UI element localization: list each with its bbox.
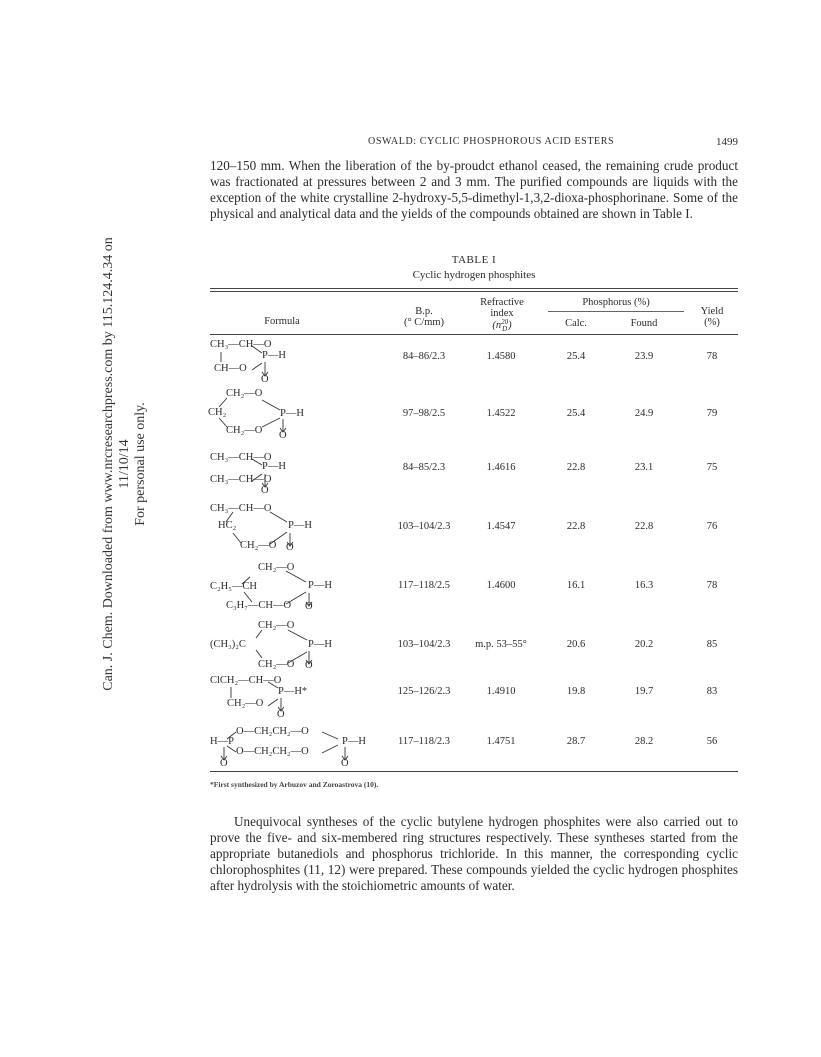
formula-1-bottom: CH—O (214, 363, 247, 374)
calc-cell: 25.4 (566, 351, 586, 362)
ri-cell: 1.4910 (486, 686, 516, 697)
formula-3-top: CH₃—CH—O (210, 452, 272, 463)
formula-4-bottom: CH₂—O (240, 540, 277, 551)
formula-8-hp: H—P (210, 736, 234, 747)
header-yield-label: Yield (700, 306, 724, 317)
header-bp-unit: (° C/mm) (403, 317, 445, 328)
formula-6-o: O (305, 660, 313, 671)
found-cell: 23.9 (634, 351, 654, 362)
bp-cell: 103–104/2.3 (397, 639, 451, 650)
bp-cell: 97–98/2.5 (402, 408, 446, 419)
intro-text: 120–150 mm. When the liberation of the by-proudct ethanol ceased, the remaining crude product was fractionated at pressures between 2 and 3 mm. The purified compounds are liquids with the exception of the white crystalline 2-hydroxy-5,5-dimethyl-1,3,2-dioxa-phosphorinane. Some of the physical and analytical data and the yields of the compounds obtained are shown in Table I. (210, 158, 738, 221)
formula-2-p: P—H (280, 408, 304, 419)
yield-cell: 83 (706, 686, 718, 697)
bp-cell: 84–85/2.3 (402, 462, 446, 473)
calc-cell: 22.8 (566, 462, 586, 473)
bp-cell: 103–104/2.3 (397, 521, 451, 532)
yield-cell: 75 (706, 462, 718, 473)
formula-8-top: O—CH₂CH₂—O (236, 726, 309, 737)
header-ri-n: (n (492, 320, 502, 332)
found-cell: 22.8 (634, 521, 654, 532)
ri-cell: 1.4580 (486, 351, 516, 362)
download-notice-line2: For personal use only. (133, 402, 148, 526)
ri-cell: 1.4600 (486, 580, 516, 591)
formula-1-o: O (261, 374, 269, 385)
yield-cell: 78 (706, 580, 718, 591)
running-title: OSWALD: CYCLIC PHOSPHOROUS ACID ESTERS (368, 136, 615, 147)
formula-6-top: CH₂—O (258, 620, 295, 631)
ri-cell: 1.4616 (486, 462, 516, 473)
page-number: 1499 (716, 136, 738, 148)
formula-4-mid: HC₂ (218, 520, 237, 531)
formula-7-o: O (277, 709, 285, 720)
formula-7-top: ClCH₂—CH—O (210, 675, 282, 686)
found-cell: 20.2 (634, 639, 654, 650)
found-cell: 16.3 (634, 580, 654, 591)
found-cell: 23.1 (634, 462, 654, 473)
calc-cell: 28.7 (566, 736, 586, 747)
formula-3-bottom: CH₃—CH—O (210, 474, 272, 485)
header-calc: Calc. (565, 318, 587, 329)
formula-2-o: O (279, 430, 287, 441)
formula-7-bottom: CH₂—O (227, 698, 264, 709)
formula-5-top: CH₂—O (258, 562, 295, 573)
formula-6-p: P—H (308, 639, 332, 650)
calc-cell: 20.6 (566, 639, 586, 650)
header-phosphorus: Phosphorus (%) (582, 297, 650, 308)
yield-cell: 85 (706, 639, 718, 650)
calc-cell: 19.8 (566, 686, 586, 697)
header-formula: Formula (264, 316, 300, 327)
formula-1-top: CH₃—CH—O (210, 339, 272, 350)
formula-8-o1: O (220, 758, 228, 769)
table-label: TABLE I (451, 254, 497, 266)
closing-text: Unequivocal syntheses of the cyclic butylene hydrogen phosphites were also carried out to prove the five- and six-membered ring structures respectively. These syntheses started from the appropriate butanediols and phosphorus trichloride. In this manner, the corresponding cyclic chlorophosphites (11, 12) were prepared. These compounds yielded the cyclic hydrogen phosphites after hydrolysis with the stoichiometric amounts of water. (210, 814, 738, 893)
header-ri-line3: (n 20 D ) (492, 318, 512, 333)
table-caption: Cyclic hydrogen phosphites (412, 269, 536, 281)
header-ri-line1: Refractive (480, 297, 524, 308)
found-cell: 19.7 (634, 686, 654, 697)
header-ri-line2: index (490, 308, 514, 319)
header-found: Found (630, 318, 658, 329)
yield-cell: 79 (706, 408, 718, 419)
formula-4-top: CH₃—CH—O (210, 503, 272, 514)
formula-7-p: P—H* (278, 686, 308, 697)
ri-cell: 1.4522 (486, 408, 516, 419)
yield-cell: 56 (706, 736, 718, 747)
calc-cell: 22.8 (566, 521, 586, 532)
header-ri-sub: D (502, 325, 508, 333)
formula-4-p: P—H (288, 520, 312, 531)
ri-cell: 1.4547 (486, 521, 516, 532)
formula-6-mid: (CH₃)₂C (210, 639, 246, 650)
formula-3-p: P—H (262, 461, 286, 472)
bp-cell: 117–118/2.3 (397, 736, 450, 747)
calc-cell: 16.1 (566, 580, 586, 591)
formula-8-o2: O (341, 758, 349, 769)
found-cell: 24.9 (634, 408, 654, 419)
ri-cell: m.p. 53–55° (475, 639, 527, 650)
yield-cell: 78 (706, 351, 718, 362)
formula-1-p: P—H (262, 350, 286, 361)
formula-2-mid: CH₂ (208, 407, 227, 418)
closing-paragraph (210, 814, 738, 894)
header-bp-label: B.p. (415, 306, 433, 317)
formula-5-o: O (305, 601, 313, 612)
header-ri-sup: 20 (501, 318, 509, 326)
bp-cell: 125–126/2.3 (397, 686, 451, 697)
formula-8-bottom: O—CH₂CH₂—O (236, 746, 309, 757)
calc-cell: 25.4 (566, 408, 586, 419)
formula-4-o: O (286, 542, 294, 553)
formula-5-mid: C₂H₅—CH (210, 581, 257, 592)
formula-6-bottom: CH₂—O (258, 659, 295, 670)
formula-2-bottom: CH₂—O (226, 425, 263, 436)
found-cell: 28.2 (634, 736, 654, 747)
header-yield-unit: (%) (704, 317, 720, 328)
bp-cell: 84–86/2.3 (402, 351, 446, 362)
formula-2-top: CH₂—O (226, 388, 263, 399)
formula-5-bottom: C₃H₇—CH—O (226, 600, 292, 611)
bp-cell: 117–118/2.5 (397, 580, 450, 591)
formula-5-p: P—H (308, 580, 332, 591)
ri-cell: 1.4751 (486, 736, 516, 747)
table-bottom-rule (210, 771, 738, 772)
download-notice-line1: Can. J. Chem. Downloaded from www.nrcresearchpress.com by 115.124.4.34 on 11/10/14 (101, 237, 132, 691)
yield-cell: 76 (706, 521, 718, 532)
formula-3-o: O (261, 485, 269, 496)
formula-8-p: P—H (342, 736, 366, 747)
table-footnote: *First synthesized by Arbuzov and Zoroastrova (10). (210, 780, 379, 789)
